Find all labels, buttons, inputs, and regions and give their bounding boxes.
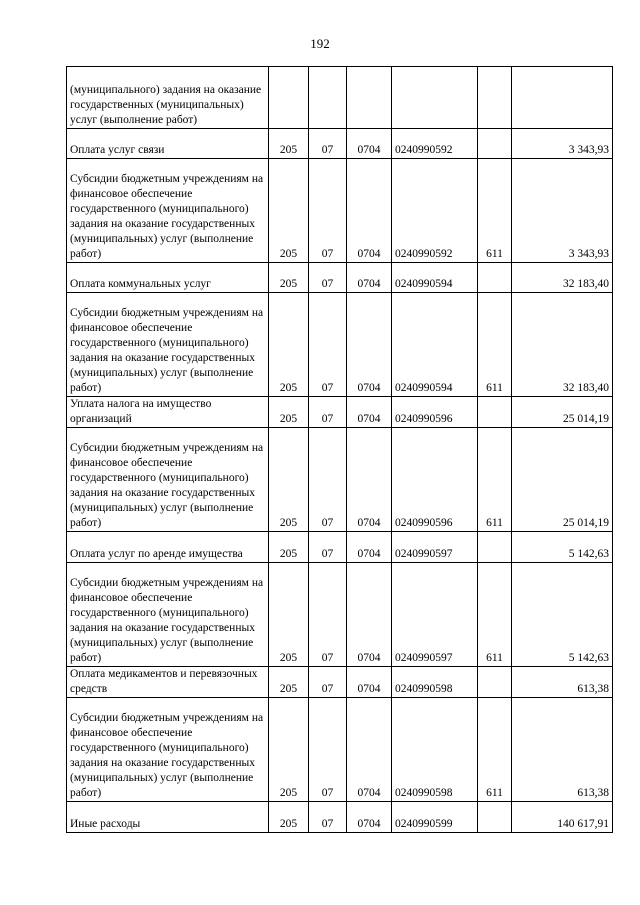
row-sum: 25 014,19 [512,428,613,532]
row-sum: 613,38 [512,667,613,698]
budget-table [66,66,613,833]
row-name: Оплата коммунальных услуг [67,263,269,293]
row-rz: 07 [309,293,347,397]
row-sum [512,67,613,129]
row-rz: 07 [309,428,347,532]
row-pr: 0704 [347,263,392,293]
row-vr: 611 [478,428,512,532]
row-ved: 205 [269,563,309,667]
row-rz: 07 [309,397,347,428]
row-vr [478,532,512,563]
row-ved: 205 [269,698,309,802]
row-rz: 07 [309,563,347,667]
row-pr: 0704 [347,428,392,532]
row-name: Уплата налога на имущество организаций [67,397,269,428]
row-name: Субсидии бюджетным учреждениям на финансовое обеспечение государственного (муниципального) задания на оказание государственных (муниципальных) услуг (выполнение работ) [67,159,269,263]
table-row [67,698,613,802]
row-vr: 611 [478,159,512,263]
table-row [67,67,613,129]
row-pr: 0704 [347,698,392,802]
row-sum: 3 343,93 [512,159,613,263]
table-row [67,667,613,698]
row-ved: 205 [269,428,309,532]
row-ved: 205 [269,532,309,563]
table-row [67,428,613,532]
row-sum: 613,38 [512,698,613,802]
row-csr: 0240990594 [392,293,478,397]
row-rz: 07 [309,667,347,698]
table-row [67,532,613,563]
row-csr: 0240990594 [392,263,478,293]
row-rz [309,67,347,129]
row-pr: 0704 [347,802,392,833]
row-rz: 07 [309,698,347,802]
table-row [67,293,613,397]
row-vr: 611 [478,293,512,397]
row-name: Субсидии бюджетным учреждениям на финансовое обеспечение государственного (муниципального) задания на оказание государственных (муниципальных) услуг (выполнение работ) [67,698,269,802]
row-sum: 140 617,91 [512,802,613,833]
row-ved [269,67,309,129]
row-rz: 07 [309,159,347,263]
row-pr: 0704 [347,159,392,263]
row-ved: 205 [269,802,309,833]
row-sum: 5 142,63 [512,563,613,667]
row-name: Оплата услуг по аренде имущества [67,532,269,563]
table-row [67,129,613,159]
row-pr: 0704 [347,293,392,397]
row-sum: 25 014,19 [512,397,613,428]
table-row [67,159,613,263]
row-rz: 07 [309,532,347,563]
row-csr: 0240990592 [392,159,478,263]
row-ved: 205 [269,667,309,698]
page-number: 192 [310,36,330,51]
row-pr: 0704 [347,667,392,698]
row-vr [478,397,512,428]
row-csr: 0240990596 [392,428,478,532]
row-rz: 07 [309,802,347,833]
row-name: (муниципального) задания на оказание государственных (муниципальных) услуг (выполнение работ) [67,67,269,129]
row-vr [478,667,512,698]
row-pr: 0704 [347,563,392,667]
row-name: Субсидии бюджетным учреждениям на финансовое обеспечение государственного (муниципального) задания на оказание государственных (муниципальных) услуг (выполнение работ) [67,428,269,532]
row-csr: 0240990598 [392,698,478,802]
row-csr: 0240990592 [392,129,478,159]
row-csr [392,67,478,129]
row-csr: 0240990597 [392,532,478,563]
row-csr: 0240990596 [392,397,478,428]
row-sum: 5 142,63 [512,532,613,563]
row-vr [478,802,512,833]
row-pr: 0704 [347,397,392,428]
row-name: Субсидии бюджетным учреждениям на финансовое обеспечение государственного (муниципального) задания на оказание государственных (муниципальных) услуг (выполнение работ) [67,563,269,667]
row-vr [478,67,512,129]
table-row [67,802,613,833]
row-csr: 0240990599 [392,802,478,833]
row-sum: 3 343,93 [512,129,613,159]
row-csr: 0240990598 [392,667,478,698]
row-vr [478,263,512,293]
row-vr: 611 [478,563,512,667]
row-pr [347,67,392,129]
table-row [67,263,613,293]
row-sum: 32 183,40 [512,263,613,293]
table-row [67,563,613,667]
row-name: Оплата услуг связи [67,129,269,159]
row-rz: 07 [309,263,347,293]
row-name: Оплата медикаментов и перевязочных средств [67,667,269,698]
row-csr: 0240990597 [392,563,478,667]
row-vr: 611 [478,698,512,802]
row-name: Иные расходы [67,802,269,833]
row-ved: 205 [269,293,309,397]
row-ved: 205 [269,159,309,263]
row-ved: 205 [269,263,309,293]
row-name: Субсидии бюджетным учреждениям на финансовое обеспечение государственного (муниципального) задания на оказание государственных (муниципальных) услуг (выполнение работ) [67,293,269,397]
row-vr [478,129,512,159]
row-pr: 0704 [347,129,392,159]
row-rz: 07 [309,129,347,159]
row-ved: 205 [269,129,309,159]
row-sum: 32 183,40 [512,293,613,397]
table-row [67,397,613,428]
row-pr: 0704 [347,532,392,563]
row-ved: 205 [269,397,309,428]
